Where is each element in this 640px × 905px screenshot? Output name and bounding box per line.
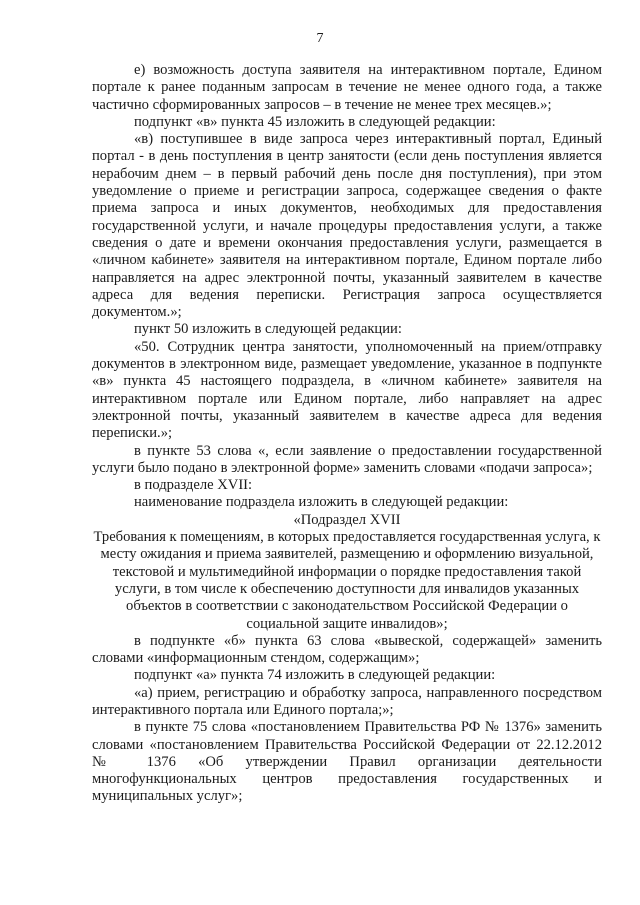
paragraph-item-v: «в) поступившее в виде запроса через интерактивный портал, Единый портал - в день поступления в центр занятости (если день поступления является нерабочим днем – в первый рабочий день после дня поступления), при этом уведомление о приеме и регистрации запроса, содержащее сведения о факте приема запроса и иных документов, необходимых для предоставления государственной услуги, и начале процедуры предоставления услуги, а также сведения о дате и времени окончания предоставления услуги, размещается в «личном кабинете» заявителя на интерактивном портале, Едином портале либо направляется на адрес электронной почты, указанный заявителем в качестве адреса для ведения переписки. Регистрация запроса осуществляется документом.»; xyxy=(92,131,602,321)
paragraph-amend-75: в пункте 75 слова «постановлением Правительства РФ № 1376» заменить словами «постановлением Правительства Российской Федерации от 22.12.2012 № 1376 «Об утверждении Правил организации деятельности многофункциональных центров предоставления государственных и муниципальных услуг»; xyxy=(92,719,602,805)
paragraph-subsection-xvii: в подразделе XVII: xyxy=(134,477,253,494)
paragraph-amend-50: пункт 50 изложить в следующей редакции: xyxy=(134,321,402,338)
paragraph-item-e: е) возможность доступа заявителя на интерактивном портале, Едином портале к ранее поданным запросам в течение не менее одного года, а также частично сформированных запросов – в течение не менее трех месяцев.»; xyxy=(92,62,602,113)
subsection-title: «Подраздел XVII xyxy=(293,511,401,528)
document-body xyxy=(92,62,602,806)
paragraph-amend-53: в пункте 53 слова «, если заявление о предоставлении государственной услуги было подано в электронной форме» заменить словами «подачи запроса»; xyxy=(92,442,602,476)
paragraph-amend-74a: подпункт «а» пункта 74 изложить в следующей редакции: xyxy=(134,667,496,684)
paragraph-amend-45b: подпункт «в» пункта 45 изложить в следующей редакции: xyxy=(134,113,496,130)
paragraph-item-a: «а) прием, регистрацию и обработку запроса, направленного посредством интерактивного портала или Единого портала;»; xyxy=(92,684,602,718)
paragraph-amend-63b: в подпункте «б» пункта 63 слова «вывеской, содержащей» заменить словами «информационным стендом, содержащим»; xyxy=(92,632,602,667)
paragraph-item-50: «50. Сотрудник центра занятости, уполномоченный на прием/отправку документов в электронном виде, размещает уведомление, указанное в подпункте «в» пункта 45 настоящего подраздела, в «личном кабинете» заявителя на интерактивном портале или Едином портале, либо направляет на адрес электронной почты, указанный заявителем в качестве адреса для ведения переписки.»; xyxy=(92,338,602,442)
paragraph-subsection-name: наименование подраздела изложить в следующей редакции: xyxy=(134,494,509,511)
subsection-heading: Требования к помещениям, в которых предоставляется государственная услуга, к месту ожидания и приема заявителей, размещению и оформлению визуальной, текстовой и мультимедийной информации о порядке предоставления такой услуги, в том числе к обеспечению доступности для инвалидов указанных объектов в соответствии с законодательством Российской Федерации о социальной защите инвалидов»; xyxy=(93,529,601,632)
page-number: 7 xyxy=(316,31,324,46)
